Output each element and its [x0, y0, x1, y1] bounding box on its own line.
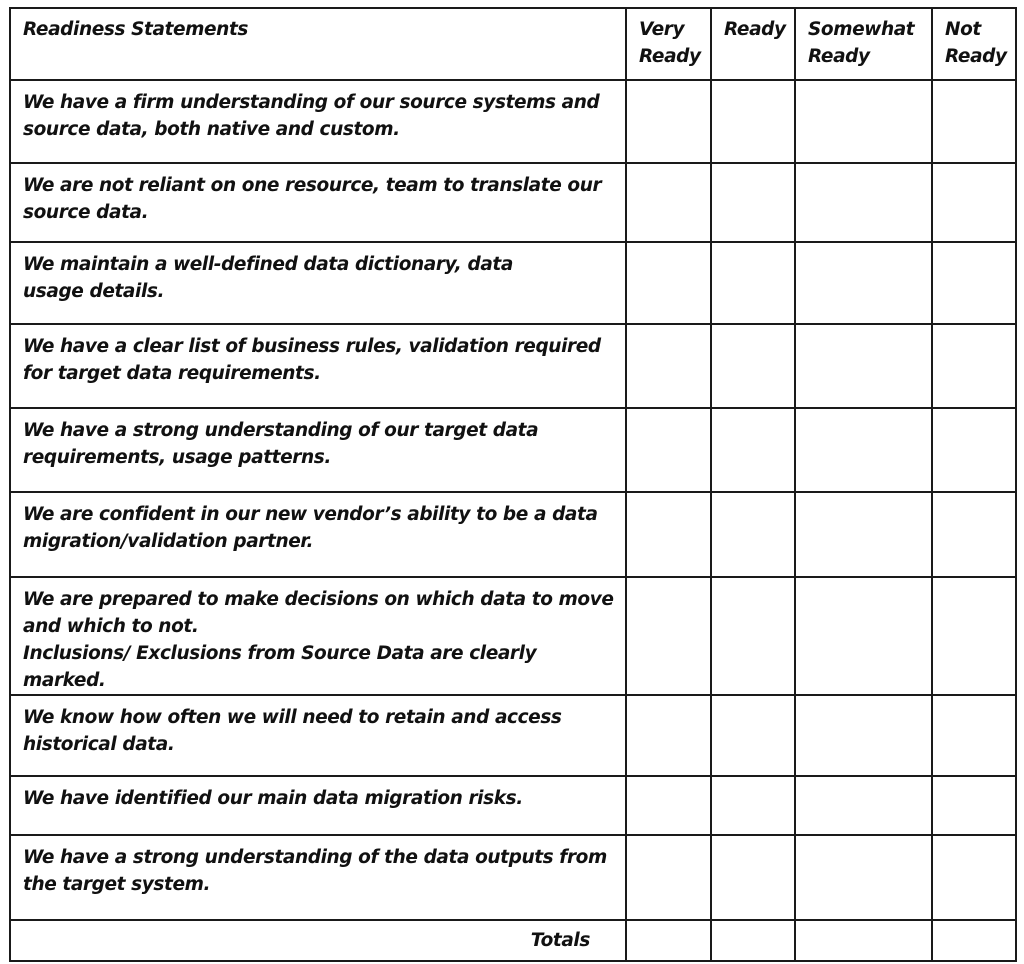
very-ready-cell[interactable] [626, 577, 711, 695]
somewhat-ready-cell[interactable] [795, 80, 932, 163]
ready-cell[interactable] [711, 835, 795, 920]
ready-cell[interactable] [711, 408, 795, 492]
very-ready-total-cell[interactable] [626, 920, 711, 961]
not-ready-cell[interactable] [932, 80, 1016, 163]
very-ready-cell[interactable] [626, 776, 711, 835]
ready-cell[interactable] [711, 324, 795, 408]
table-row [10, 695, 1016, 776]
somewhat-ready-cell[interactable] [795, 695, 932, 776]
table-row [10, 492, 1016, 577]
somewhat-ready-total-cell[interactable] [795, 920, 932, 961]
ready-cell[interactable] [711, 242, 795, 324]
somewhat-ready-cell[interactable] [795, 324, 932, 408]
statement-cell: We have a strong understanding of the data outputs from the target system. [10, 835, 626, 920]
statement-cell: We have a strong understanding of our target data requirements, usage patterns. [10, 408, 626, 492]
not-ready-cell[interactable] [932, 695, 1016, 776]
not-ready-cell[interactable] [932, 577, 1016, 695]
very-ready-cell[interactable] [626, 695, 711, 776]
somewhat-ready-cell[interactable] [795, 163, 932, 242]
statement-cell: We have identified our main data migration risks. [10, 776, 626, 835]
header-readiness-statements: Readiness Statements [10, 8, 626, 80]
table-row [10, 80, 1016, 163]
ready-cell[interactable] [711, 577, 795, 695]
statement-cell: We have a firm understanding of our source systems and source data, both native and custom. [10, 80, 626, 163]
table-row [10, 408, 1016, 492]
very-ready-cell[interactable] [626, 492, 711, 577]
not-ready-cell[interactable] [932, 408, 1016, 492]
table-row [10, 242, 1016, 324]
somewhat-ready-cell[interactable] [795, 577, 932, 695]
somewhat-ready-cell[interactable] [795, 408, 932, 492]
not-ready-cell[interactable] [932, 163, 1016, 242]
table-row [10, 577, 1016, 695]
not-ready-cell[interactable] [932, 242, 1016, 324]
somewhat-ready-cell[interactable] [795, 776, 932, 835]
not-ready-cell[interactable] [932, 492, 1016, 577]
readiness-table [9, 7, 1017, 962]
table-row [10, 324, 1016, 408]
very-ready-cell[interactable] [626, 80, 711, 163]
totals-row [10, 920, 1016, 961]
somewhat-ready-cell[interactable] [795, 242, 932, 324]
header-ready: Ready [711, 8, 795, 80]
ready-cell[interactable] [711, 80, 795, 163]
table-row [10, 776, 1016, 835]
statement-cell: We maintain a well-defined data dictionary, data usage details. [10, 242, 626, 324]
ready-cell[interactable] [711, 695, 795, 776]
statement-cell: We know how often we will need to retain and access historical data. [10, 695, 626, 776]
somewhat-ready-cell[interactable] [795, 835, 932, 920]
totals-label: Totals [10, 920, 626, 961]
very-ready-cell[interactable] [626, 242, 711, 324]
very-ready-cell[interactable] [626, 324, 711, 408]
statement-cell: We have a clear list of business rules, validation required for target data requirements. [10, 324, 626, 408]
somewhat-ready-cell[interactable] [795, 492, 932, 577]
header-very-ready: Very Ready [626, 8, 711, 80]
not-ready-cell[interactable] [932, 324, 1016, 408]
table-row [10, 163, 1016, 242]
ready-cell[interactable] [711, 776, 795, 835]
table-row [10, 835, 1016, 920]
statement-cell: We are not reliant on one resource, team to translate our source data. [10, 163, 626, 242]
ready-cell[interactable] [711, 492, 795, 577]
ready-cell[interactable] [711, 163, 795, 242]
header-row [10, 8, 1016, 80]
not-ready-cell[interactable] [932, 776, 1016, 835]
very-ready-cell[interactable] [626, 835, 711, 920]
header-somewhat-ready: Somewhat Ready [795, 8, 932, 80]
very-ready-cell[interactable] [626, 408, 711, 492]
statement-cell: We are confident in our new vendor’s ability to be a data migration/validation partner. [10, 492, 626, 577]
header-not-ready: Not Ready [932, 8, 1016, 80]
not-ready-total-cell[interactable] [932, 920, 1016, 961]
very-ready-cell[interactable] [626, 163, 711, 242]
statement-cell: We are prepared to make decisions on which data to move and which to not. Inclusions/ Exclusions from Source Data are clearly marked. [10, 577, 626, 695]
not-ready-cell[interactable] [932, 835, 1016, 920]
ready-total-cell[interactable] [711, 920, 795, 961]
